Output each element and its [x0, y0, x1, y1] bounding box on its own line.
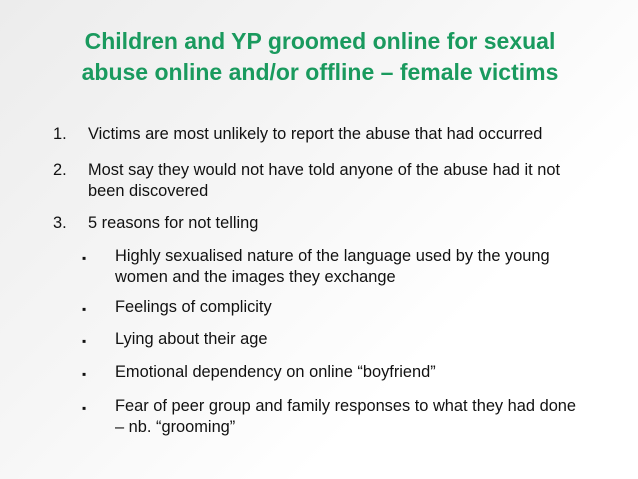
title-line-2: abuse online and/or offline – female victims [81, 59, 559, 85]
bullet-square-icon: ▪ [82, 302, 87, 316]
bullet-text: Feelings of complicity [115, 298, 272, 316]
bullet-square-icon: ▪ [82, 367, 87, 381]
bullet-square-icon: ▪ [82, 401, 87, 415]
bullet-text: Highly sexualised nature of the language used by the young women and the images they exchange [115, 247, 550, 286]
bullet-square-icon: ▪ [82, 334, 87, 348]
bullet-square-icon: ▪ [82, 251, 87, 265]
bullet-text: Lying about their age [115, 330, 268, 348]
item-text: Most say they would not have told anyone of the abuse had it not been discovered [88, 161, 560, 200]
item-text: 5 reasons for not telling [88, 214, 259, 232]
item-number: 2. [53, 161, 67, 179]
item-number: 1. [53, 125, 67, 143]
bullet-text: Fear of peer group and family responses to what they had done – nb. “grooming” [115, 397, 577, 436]
bullet-text: Emotional dependency on online “boyfriend” [115, 363, 436, 381]
slide-title [40, 26, 600, 88]
item-number: 3. [53, 214, 67, 232]
item-text: Victims are most unlikely to report the abuse that had occurred [88, 125, 543, 143]
title-line-1: Children and YP groomed online for sexual [84, 28, 556, 54]
